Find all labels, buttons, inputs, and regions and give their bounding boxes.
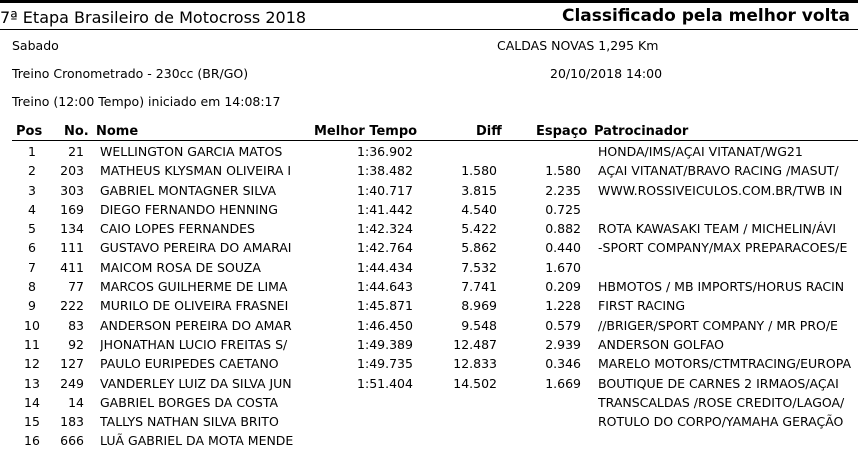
cell-number: 183	[60, 414, 84, 430]
cell-name: DIEGO FERNANDO HENNING	[100, 201, 278, 217]
table-row	[0, 260, 858, 279]
col-header-gap: Espaço	[536, 124, 588, 139]
cell-diff: 5.422	[461, 221, 497, 237]
cell-name: MATHEUS KLYSMAN OLIVEIRA I	[100, 163, 292, 179]
cell-pos: 15	[24, 414, 40, 430]
table-row	[0, 337, 858, 356]
venue-length: CALDAS NOVAS 1,295 Km	[497, 38, 659, 53]
cell-name: GUSTAVO PEREIRA DO AMARAI	[100, 240, 292, 256]
table-row	[0, 433, 858, 452]
cell-sponsor: BOUTIQUE DE CARNES 2 IRMAOS/AÇAI	[598, 375, 839, 391]
cell-number: 77	[68, 279, 84, 295]
table-row	[0, 202, 858, 221]
cell-best-time: 1:51.404	[357, 375, 413, 391]
col-header-best-time: Melhor Tempo	[314, 124, 418, 139]
cell-pos: 5	[28, 221, 36, 237]
col-header-no: No.	[64, 124, 89, 139]
cell-sponsor: AÇAI VITANAT/BRAVO RACING /MASUT/	[598, 163, 839, 179]
cell-number: 411	[60, 259, 84, 275]
cell-number: 134	[60, 221, 84, 237]
cell-pos: 16	[24, 433, 40, 449]
cell-sponsor: WWW.ROSSIVEICULOS.COM.BR/TWB IN	[598, 182, 843, 198]
table-row	[0, 279, 858, 298]
table-row	[0, 183, 858, 202]
cell-best-time: 1:42.764	[357, 240, 413, 256]
table-row	[0, 144, 858, 163]
cell-pos: 10	[24, 317, 40, 333]
cell-best-time: 1:38.482	[357, 163, 413, 179]
cell-pos: 6	[28, 240, 36, 256]
cell-pos: 2	[28, 163, 36, 179]
cell-sponsor: ROTA KAWASAKI TEAM / MICHELIN/ÁVI	[598, 221, 837, 237]
table-row	[0, 395, 858, 414]
session-day: Sabado	[12, 38, 59, 53]
title-bar	[0, 3, 858, 30]
cell-number: 83	[68, 317, 84, 333]
header-divider	[12, 140, 858, 141]
cell-pos: 14	[24, 394, 40, 410]
cell-number: 169	[60, 201, 84, 217]
cell-diff: 1.580	[461, 163, 497, 179]
cell-pos: 9	[28, 298, 36, 314]
cell-best-time: 1:40.717	[357, 182, 413, 198]
table-row	[0, 163, 858, 182]
table-row	[0, 356, 858, 375]
cell-number: 203	[60, 163, 84, 179]
cell-name: PAULO EURIPEDES CAETANO	[100, 356, 279, 372]
cell-name: CAIO LOPES FERNANDES	[100, 221, 255, 237]
cell-diff: 5.862	[461, 240, 497, 256]
cell-gap: 0.725	[545, 201, 581, 217]
cell-name: VANDERLEY LUIZ DA SILVA JUN	[100, 375, 292, 391]
cell-diff: 7.741	[461, 279, 497, 295]
cell-best-time: 1:49.389	[357, 336, 413, 352]
cell-sponsor: FIRST RACING	[598, 298, 686, 314]
cell-gap: 0.882	[545, 221, 581, 237]
results-table	[0, 144, 858, 453]
cell-name: JHONATHAN LUCIO FREITAS S/	[100, 336, 288, 352]
cell-gap: 0.346	[545, 356, 581, 372]
cell-best-time: 1:44.643	[357, 279, 413, 295]
cell-pos: 11	[24, 336, 40, 352]
report-title: Classificado pela melhor volta	[561, 6, 850, 26]
cell-pos: 7	[28, 259, 36, 275]
table-row	[0, 298, 858, 317]
session-start: Treino (12:00 Tempo) iniciado em 14:08:17	[12, 94, 281, 109]
cell-pos: 8	[28, 279, 36, 295]
cell-pos: 12	[24, 356, 40, 372]
col-header-pos: Pos	[16, 124, 43, 139]
cell-best-time: 1:42.324	[357, 221, 413, 237]
event-title: 7ª Etapa Brasileiro de Motocross 2018	[0, 8, 307, 27]
session-name: Treino Cronometrado - 230cc (BR/GO)	[12, 66, 249, 81]
cell-name: MARCOS GUILHERME DE LIMA	[100, 279, 288, 295]
cell-gap: 2.235	[545, 182, 581, 198]
table-row	[0, 240, 858, 259]
cell-best-time: 1:46.450	[357, 317, 413, 333]
cell-name: ANDERSON PEREIRA DO AMAR	[100, 317, 292, 333]
cell-diff: 4.540	[461, 201, 497, 217]
cell-sponsor: //BRIGER/SPORT COMPANY / MR PRO/E	[598, 317, 838, 333]
table-row	[0, 376, 858, 395]
cell-diff: 12.487	[453, 336, 497, 352]
cell-gap: 1.670	[545, 259, 581, 275]
cell-number: 92	[68, 336, 84, 352]
cell-diff: 9.548	[461, 317, 497, 333]
cell-sponsor: HONDA/IMS/AÇAI VITANAT/WG21	[598, 144, 803, 159]
cell-gap: 0.209	[545, 279, 581, 295]
cell-number: 111	[60, 240, 84, 256]
cell-name: LUÃ GABRIEL DA MOTA MENDE	[100, 433, 294, 449]
cell-diff: 12.833	[453, 356, 497, 372]
cell-gap: 0.579	[545, 317, 581, 333]
table-row	[0, 318, 858, 337]
cell-diff: 7.532	[461, 259, 497, 275]
cell-pos: 13	[24, 375, 40, 391]
cell-number: 14	[68, 394, 84, 410]
cell-number: 21	[68, 144, 84, 159]
cell-pos: 4	[28, 201, 36, 217]
cell-best-time: 1:41.442	[357, 201, 413, 217]
cell-name: TALLYS NATHAN SILVA BRITO	[100, 414, 279, 430]
cell-number: 303	[60, 182, 84, 198]
cell-pos: 1	[28, 144, 36, 159]
cell-name: MAICOM ROSA DE SOUZA	[100, 259, 261, 275]
cell-diff: 3.815	[461, 182, 497, 198]
session-datetime: 20/10/2018 14:00	[550, 66, 663, 81]
cell-name: GABRIEL BORGES DA COSTA	[100, 394, 279, 410]
cell-sponsor: MARELO MOTORS/CTMTRACING/EUROPA	[598, 356, 851, 372]
cell-sponsor: -SPORT COMPANY/MAX PREPARACOES/E	[598, 240, 848, 256]
cell-gap: 2.939	[545, 336, 581, 352]
cell-gap: 1.669	[545, 375, 581, 391]
cell-gap: 1.228	[545, 298, 581, 314]
cell-number: 249	[60, 375, 84, 391]
cell-name: WELLINGTON GARCIA MATOS	[100, 144, 283, 159]
cell-best-time: 1:44.434	[357, 259, 413, 275]
col-header-sponsor: Patrocinador	[594, 124, 689, 139]
table-row	[0, 221, 858, 240]
cell-best-time: 1:49.735	[357, 356, 413, 372]
cell-sponsor: ROTULO DO CORPO/YAMAHA GERAÇÃO	[598, 414, 844, 430]
cell-diff: 14.502	[453, 375, 497, 391]
cell-sponsor: TRANSCALDAS /ROSE CREDITO/LAGOA/	[598, 394, 845, 410]
cell-name: GABRIEL MONTAGNER SILVA	[100, 182, 277, 198]
cell-number: 222	[60, 298, 84, 314]
cell-diff: 8.969	[461, 298, 497, 314]
cell-name: MURILO DE OLIVEIRA FRASNEI	[100, 298, 289, 314]
cell-gap: 0.440	[545, 240, 581, 256]
cell-number: 666	[60, 433, 84, 449]
cell-gap: 1.580	[545, 163, 581, 179]
table-row	[0, 414, 858, 433]
cell-sponsor: ANDERSON GOLFAO	[598, 336, 724, 352]
cell-number: 127	[60, 356, 84, 372]
cell-best-time: 1:45.871	[357, 298, 413, 314]
cell-sponsor: HBMOTOS / MB IMPORTS/HORUS RACIN	[598, 279, 845, 295]
col-header-name: Nome	[96, 124, 139, 139]
col-header-diff: Diff	[476, 124, 502, 139]
cell-best-time: 1:36.902	[357, 144, 413, 159]
cell-pos: 3	[28, 182, 36, 198]
